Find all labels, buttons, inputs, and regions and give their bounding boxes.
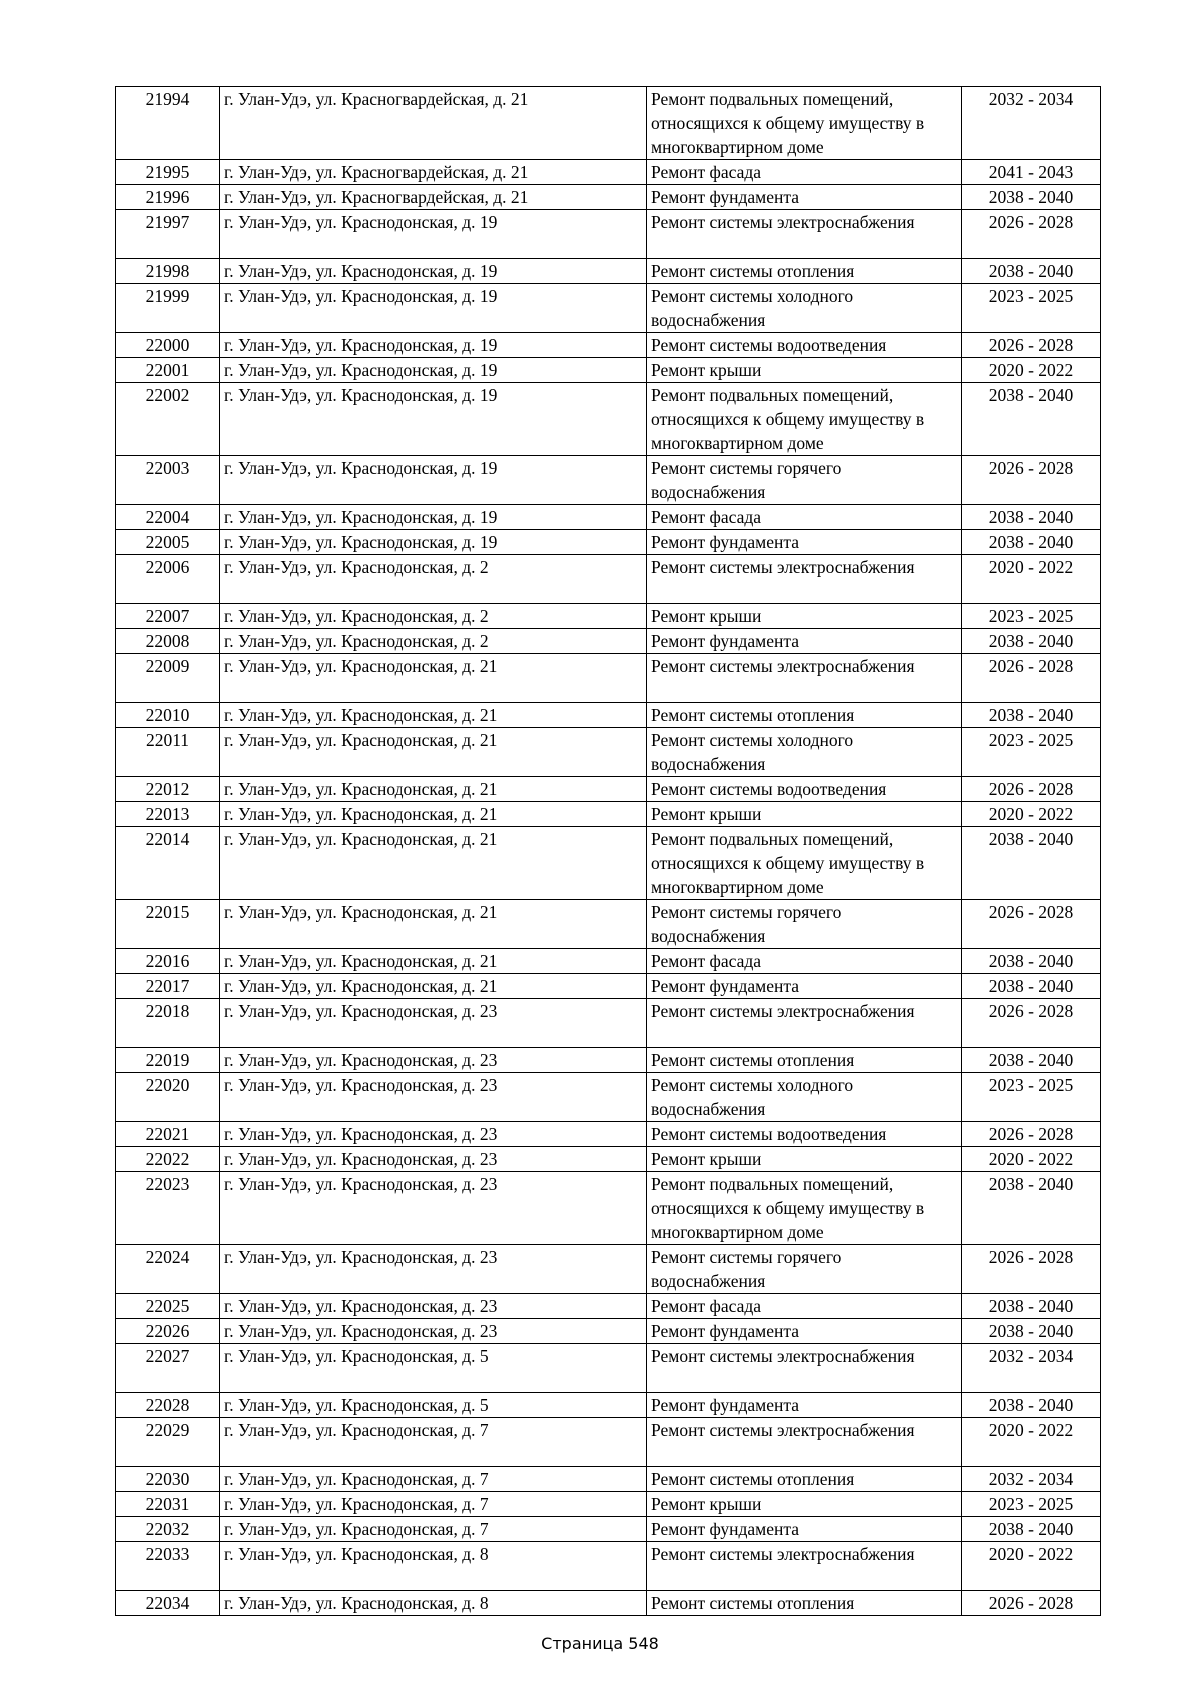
row-work-cell: Ремонт системы горячего водоснабжения [647,900,962,949]
row-period-cell: 2023 - 2025 [962,604,1101,629]
row-id-cell: 22002 [116,383,220,456]
row-address-cell: г. Улан-Удэ, ул. Краснодонская, д. 5 [220,1344,647,1393]
row-period-cell: 2038 - 2040 [962,1294,1101,1319]
row-address-cell: г. Улан-Удэ, ул. Краснодонская, д. 2 [220,604,647,629]
row-work-cell: Ремонт системы отопления [647,703,962,728]
table-row [116,629,1101,654]
table-row [116,505,1101,530]
row-address-cell: г. Улан-Удэ, ул. Краснодонская, д. 23 [220,1073,647,1122]
row-work-cell: Ремонт подвальных помещений, относящихся к общему имуществу в многоквартирном доме [647,87,962,160]
repair-schedule-table [115,86,1101,1616]
row-work-cell: Ремонт системы электроснабжения [647,999,962,1048]
row-address-cell: г. Улан-Удэ, ул. Краснодонская, д. 7 [220,1492,647,1517]
table-row [116,1147,1101,1172]
row-address-cell: г. Улан-Удэ, ул. Краснодонская, д. 19 [220,358,647,383]
row-address-cell: г. Улан-Удэ, ул. Краснодонская, д. 19 [220,530,647,555]
row-id-cell: 22026 [116,1319,220,1344]
row-address-cell: г. Улан-Удэ, ул. Краснодонская, д. 7 [220,1467,647,1492]
row-address-cell: г. Улан-Удэ, ул. Краснодонская, д. 21 [220,827,647,900]
row-work-cell: Ремонт системы электроснабжения [647,1418,962,1467]
row-period-cell: 2020 - 2022 [962,1418,1101,1467]
row-id-cell: 21994 [116,87,220,160]
row-work-cell: Ремонт фундамента [647,974,962,999]
row-period-cell: 2023 - 2025 [962,1073,1101,1122]
row-address-cell: г. Улан-Удэ, ул. Краснодонская, д. 8 [220,1542,647,1591]
row-work-cell: Ремонт подвальных помещений, относящихся к общему имуществу в многоквартирном доме [647,827,962,900]
row-period-cell: 2026 - 2028 [962,999,1101,1048]
row-id-cell: 22028 [116,1393,220,1418]
row-work-cell: Ремонт крыши [647,358,962,383]
table-row [116,185,1101,210]
table-row [116,1073,1101,1122]
row-work-cell: Ремонт системы электроснабжения [647,1542,962,1591]
row-address-cell: г. Улан-Удэ, ул. Краснодонская, д. 23 [220,1294,647,1319]
table-row [116,1319,1101,1344]
table-row [116,1418,1101,1467]
row-period-cell: 2023 - 2025 [962,1492,1101,1517]
row-work-cell: Ремонт фасада [647,505,962,530]
row-address-cell: г. Улан-Удэ, ул. Краснодонская, д. 23 [220,1147,647,1172]
row-id-cell: 22029 [116,1418,220,1467]
row-period-cell: 2038 - 2040 [962,530,1101,555]
table-row [116,1294,1101,1319]
row-period-cell: 2038 - 2040 [962,1319,1101,1344]
row-address-cell: г. Улан-Удэ, ул. Краснодонская, д. 21 [220,728,647,777]
row-id-cell: 22005 [116,530,220,555]
row-id-cell: 21996 [116,185,220,210]
row-period-cell: 2038 - 2040 [962,703,1101,728]
row-work-cell: Ремонт системы электроснабжения [647,210,962,259]
table-row [116,259,1101,284]
row-period-cell: 2026 - 2028 [962,333,1101,358]
row-period-cell: 2026 - 2028 [962,654,1101,703]
row-period-cell: 2038 - 2040 [962,949,1101,974]
row-period-cell: 2038 - 2040 [962,505,1101,530]
row-period-cell: 2026 - 2028 [962,900,1101,949]
row-address-cell: г. Улан-Удэ, ул. Краснодонская, д. 23 [220,1319,647,1344]
row-work-cell: Ремонт фундамента [647,185,962,210]
row-period-cell: 2038 - 2040 [962,629,1101,654]
row-id-cell: 22014 [116,827,220,900]
row-work-cell: Ремонт системы холодного водоснабжения [647,284,962,333]
row-period-cell: 2038 - 2040 [962,185,1101,210]
table-row [116,900,1101,949]
row-work-cell: Ремонт системы холодного водоснабжения [647,728,962,777]
row-period-cell: 2023 - 2025 [962,728,1101,777]
table-row [116,530,1101,555]
row-period-cell: 2026 - 2028 [962,210,1101,259]
row-period-cell: 2038 - 2040 [962,827,1101,900]
table-row [116,333,1101,358]
row-address-cell: г. Улан-Удэ, ул. Краснодонская, д. 7 [220,1517,647,1542]
row-id-cell: 22021 [116,1122,220,1147]
row-address-cell: г. Улан-Удэ, ул. Краснодонская, д. 19 [220,210,647,259]
table-row [116,87,1101,160]
row-id-cell: 22030 [116,1467,220,1492]
row-address-cell: г. Улан-Удэ, ул. Краснодонская, д. 19 [220,284,647,333]
row-work-cell: Ремонт системы отопления [647,259,962,284]
row-period-cell: 2020 - 2022 [962,358,1101,383]
table-row [116,1048,1101,1073]
table-row [116,160,1101,185]
row-address-cell: г. Улан-Удэ, ул. Краснодонская, д. 19 [220,259,647,284]
table-row [116,1591,1101,1616]
row-address-cell: г. Улан-Удэ, ул. Краснодонская, д. 23 [220,1172,647,1245]
row-work-cell: Ремонт системы горячего водоснабжения [647,1245,962,1294]
row-address-cell: г. Улан-Удэ, ул. Краснодонская, д. 21 [220,974,647,999]
table-row [116,1492,1101,1517]
row-period-cell: 2020 - 2022 [962,1147,1101,1172]
row-id-cell: 22032 [116,1517,220,1542]
row-work-cell: Ремонт фундамента [647,1319,962,1344]
row-id-cell: 22007 [116,604,220,629]
row-work-cell: Ремонт крыши [647,604,962,629]
row-address-cell: г. Улан-Удэ, ул. Краснодонская, д. 2 [220,555,647,604]
table-row [116,555,1101,604]
table-row [116,1517,1101,1542]
row-address-cell: г. Улан-Удэ, ул. Краснодонская, д. 8 [220,1591,647,1616]
row-address-cell: г. Улан-Удэ, ул. Краснодонская, д. 21 [220,777,647,802]
page-number: Страница 548 [541,1634,659,1653]
row-period-cell: 2041 - 2043 [962,160,1101,185]
table-row [116,654,1101,703]
row-id-cell: 22009 [116,654,220,703]
row-id-cell: 22031 [116,1492,220,1517]
row-period-cell: 2038 - 2040 [962,974,1101,999]
row-address-cell: г. Улан-Удэ, ул. Краснодонская, д. 19 [220,456,647,505]
table-row [116,1245,1101,1294]
row-id-cell: 22034 [116,1591,220,1616]
table-row [116,604,1101,629]
row-work-cell: Ремонт крыши [647,1492,962,1517]
row-period-cell: 2020 - 2022 [962,555,1101,604]
row-address-cell: г. Улан-Удэ, ул. Краснодонская, д. 2 [220,629,647,654]
row-work-cell: Ремонт фундамента [647,1393,962,1418]
row-work-cell: Ремонт крыши [647,802,962,827]
row-address-cell: г. Улан-Удэ, ул. Краснодонская, д. 21 [220,703,647,728]
row-work-cell: Ремонт фасада [647,160,962,185]
row-id-cell: 22025 [116,1294,220,1319]
row-period-cell: 2032 - 2034 [962,1467,1101,1492]
table-row [116,949,1101,974]
table-row [116,358,1101,383]
row-id-cell: 22033 [116,1542,220,1591]
table-row [116,210,1101,259]
row-period-cell: 2020 - 2022 [962,1542,1101,1591]
row-id-cell: 22003 [116,456,220,505]
row-period-cell: 2032 - 2034 [962,87,1101,160]
row-address-cell: г. Улан-Удэ, ул. Краснодонская, д. 21 [220,949,647,974]
table-row [116,1172,1101,1245]
row-period-cell: 2026 - 2028 [962,456,1101,505]
row-period-cell: 2026 - 2028 [962,1591,1101,1616]
row-period-cell: 2023 - 2025 [962,284,1101,333]
row-period-cell: 2038 - 2040 [962,259,1101,284]
row-id-cell: 22020 [116,1073,220,1122]
table-row [116,1122,1101,1147]
row-work-cell: Ремонт системы электроснабжения [647,1344,962,1393]
row-work-cell: Ремонт системы водоотведения [647,333,962,358]
row-period-cell: 2038 - 2040 [962,383,1101,456]
row-id-cell: 22023 [116,1172,220,1245]
row-id-cell: 22011 [116,728,220,777]
row-id-cell: 22024 [116,1245,220,1294]
row-id-cell: 21995 [116,160,220,185]
table-row [116,728,1101,777]
row-work-cell: Ремонт системы отопления [647,1467,962,1492]
row-address-cell: г. Улан-Удэ, ул. Краснодонская, д. 19 [220,505,647,530]
row-id-cell: 22016 [116,949,220,974]
row-work-cell: Ремонт системы электроснабжения [647,555,962,604]
row-work-cell: Ремонт фундамента [647,530,962,555]
row-work-cell: Ремонт системы отопления [647,1048,962,1073]
table-row [116,802,1101,827]
row-id-cell: 22010 [116,703,220,728]
row-id-cell: 22000 [116,333,220,358]
table-row [116,777,1101,802]
table-row [116,1344,1101,1393]
table-row [116,456,1101,505]
row-work-cell: Ремонт подвальных помещений, относящихся к общему имуществу в многоквартирном доме [647,383,962,456]
table-row [116,1393,1101,1418]
row-address-cell: г. Улан-Удэ, ул. Красногвардейская, д. 21 [220,87,647,160]
row-work-cell: Ремонт системы электроснабжения [647,654,962,703]
row-work-cell: Ремонт системы водоотведения [647,1122,962,1147]
row-id-cell: 22012 [116,777,220,802]
row-address-cell: г. Улан-Удэ, ул. Краснодонская, д. 5 [220,1393,647,1418]
row-work-cell: Ремонт системы холодного водоснабжения [647,1073,962,1122]
row-address-cell: г. Улан-Удэ, ул. Краснодонская, д. 21 [220,802,647,827]
row-id-cell: 22008 [116,629,220,654]
row-address-cell: г. Улан-Удэ, ул. Краснодонская, д. 21 [220,900,647,949]
row-id-cell: 22018 [116,999,220,1048]
row-work-cell: Ремонт системы отопления [647,1591,962,1616]
row-work-cell: Ремонт фасада [647,949,962,974]
row-period-cell: 2038 - 2040 [962,1393,1101,1418]
row-id-cell: 22013 [116,802,220,827]
row-id-cell: 21997 [116,210,220,259]
row-period-cell: 2026 - 2028 [962,1122,1101,1147]
row-id-cell: 22017 [116,974,220,999]
row-address-cell: г. Улан-Удэ, ул. Краснодонская, д. 23 [220,1245,647,1294]
row-address-cell: г. Улан-Удэ, ул. Краснодонская, д. 21 [220,654,647,703]
row-work-cell: Ремонт фасада [647,1294,962,1319]
table-row [116,1467,1101,1492]
table-row [116,974,1101,999]
table-row [116,383,1101,456]
row-address-cell: г. Улан-Удэ, ул. Краснодонская, д. 23 [220,1048,647,1073]
row-id-cell: 21999 [116,284,220,333]
table-row [116,703,1101,728]
row-period-cell: 2026 - 2028 [962,1245,1101,1294]
row-address-cell: г. Улан-Удэ, ул. Красногвардейская, д. 21 [220,185,647,210]
table-row [116,827,1101,900]
row-address-cell: г. Улан-Удэ, ул. Краснодонская, д. 23 [220,999,647,1048]
row-address-cell: г. Улан-Удэ, ул. Краснодонская, д. 19 [220,333,647,358]
row-period-cell: 2026 - 2028 [962,777,1101,802]
row-period-cell: 2038 - 2040 [962,1172,1101,1245]
row-id-cell: 22019 [116,1048,220,1073]
row-work-cell: Ремонт системы горячего водоснабжения [647,456,962,505]
table-row [116,999,1101,1048]
row-id-cell: 22001 [116,358,220,383]
row-address-cell: г. Улан-Удэ, ул. Краснодонская, д. 23 [220,1122,647,1147]
row-address-cell: г. Улан-Удэ, ул. Красногвардейская, д. 21 [220,160,647,185]
row-id-cell: 22015 [116,900,220,949]
row-id-cell: 22006 [116,555,220,604]
row-work-cell: Ремонт фундамента [647,1517,962,1542]
row-work-cell: Ремонт фундамента [647,629,962,654]
table-row [116,1542,1101,1591]
row-id-cell: 21998 [116,259,220,284]
row-period-cell: 2020 - 2022 [962,802,1101,827]
row-work-cell: Ремонт подвальных помещений, относящихся к общему имуществу в многоквартирном доме [647,1172,962,1245]
row-work-cell: Ремонт крыши [647,1147,962,1172]
table-row [116,284,1101,333]
row-address-cell: г. Улан-Удэ, ул. Краснодонская, д. 19 [220,383,647,456]
row-id-cell: 22022 [116,1147,220,1172]
row-address-cell: г. Улан-Удэ, ул. Краснодонская, д. 7 [220,1418,647,1467]
row-work-cell: Ремонт системы водоотведения [647,777,962,802]
row-period-cell: 2038 - 2040 [962,1517,1101,1542]
row-period-cell: 2038 - 2040 [962,1048,1101,1073]
row-period-cell: 2032 - 2034 [962,1344,1101,1393]
row-id-cell: 22004 [116,505,220,530]
row-id-cell: 22027 [116,1344,220,1393]
table-body [116,87,1101,1616]
